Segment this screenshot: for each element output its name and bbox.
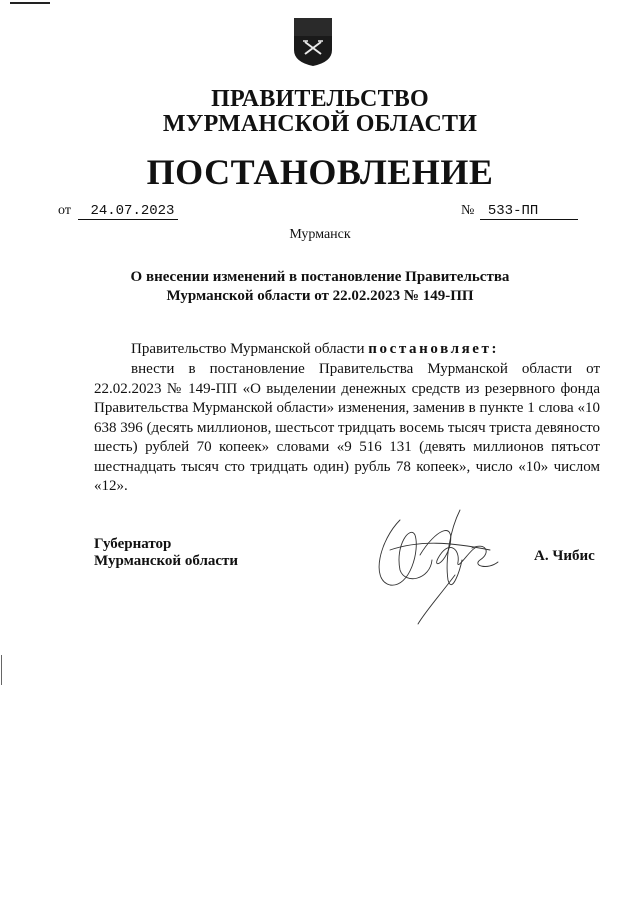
number-prefix: № (461, 203, 475, 218)
signer-title-line1: Губернатор (94, 536, 172, 552)
scan-artifact-line (1, 655, 2, 685)
document-subject (60, 268, 580, 306)
handwritten-signature-icon (360, 500, 510, 630)
scan-artifact-line (10, 2, 50, 4)
city-name: Мурманск (289, 227, 351, 242)
government-name-line1: ПРАВИТЕЛЬСТВО (211, 86, 429, 112)
resolution-intro (131, 341, 499, 358)
signer-title (94, 536, 238, 570)
resolution-paragraph: внести в постановление Правительства Мурманской области от 22.02.2023 № 149-ПП «О выделении денежных средств из резервного фонда Правительства Мурманской области» изменения, заменив в пункте 1 слова «10 638 396 (десять миллионов, шестьсот тридцать восемь тысяч триста девяносто шесть) рублей 70 копеек» словами «9 516 131 (девять миллионов пятьсот шестнадцать тысяч сто тридцать один) рубль 78 копеек», число «10» числом «12». (94, 361, 600, 494)
document-type-title: ПОСТАНОВЛЕНИЕ (146, 152, 494, 192)
number-row (461, 203, 578, 220)
document-number: 533-ПП (480, 203, 578, 220)
document-date: 24.07.2023 (78, 203, 178, 220)
date-row (58, 203, 178, 220)
murmansk-coat-of-arms-icon (292, 16, 334, 68)
subject-line2: Мурманской области от 22.02.2023 № 149-ПП (166, 288, 474, 304)
government-name-line2: МУРМАНСКОЙ ОБЛАСТИ (162, 111, 478, 137)
date-prefix: от (58, 203, 71, 218)
signer-title-line2: Мурманской области (94, 553, 239, 569)
intro-verb: постановляет: (368, 341, 500, 357)
intro-lead: Правительство Мурманской области (131, 341, 365, 357)
signer-name: А. Чибис (534, 548, 595, 564)
subject-line1: О внесении изменений в постановление Правительства (130, 269, 510, 285)
